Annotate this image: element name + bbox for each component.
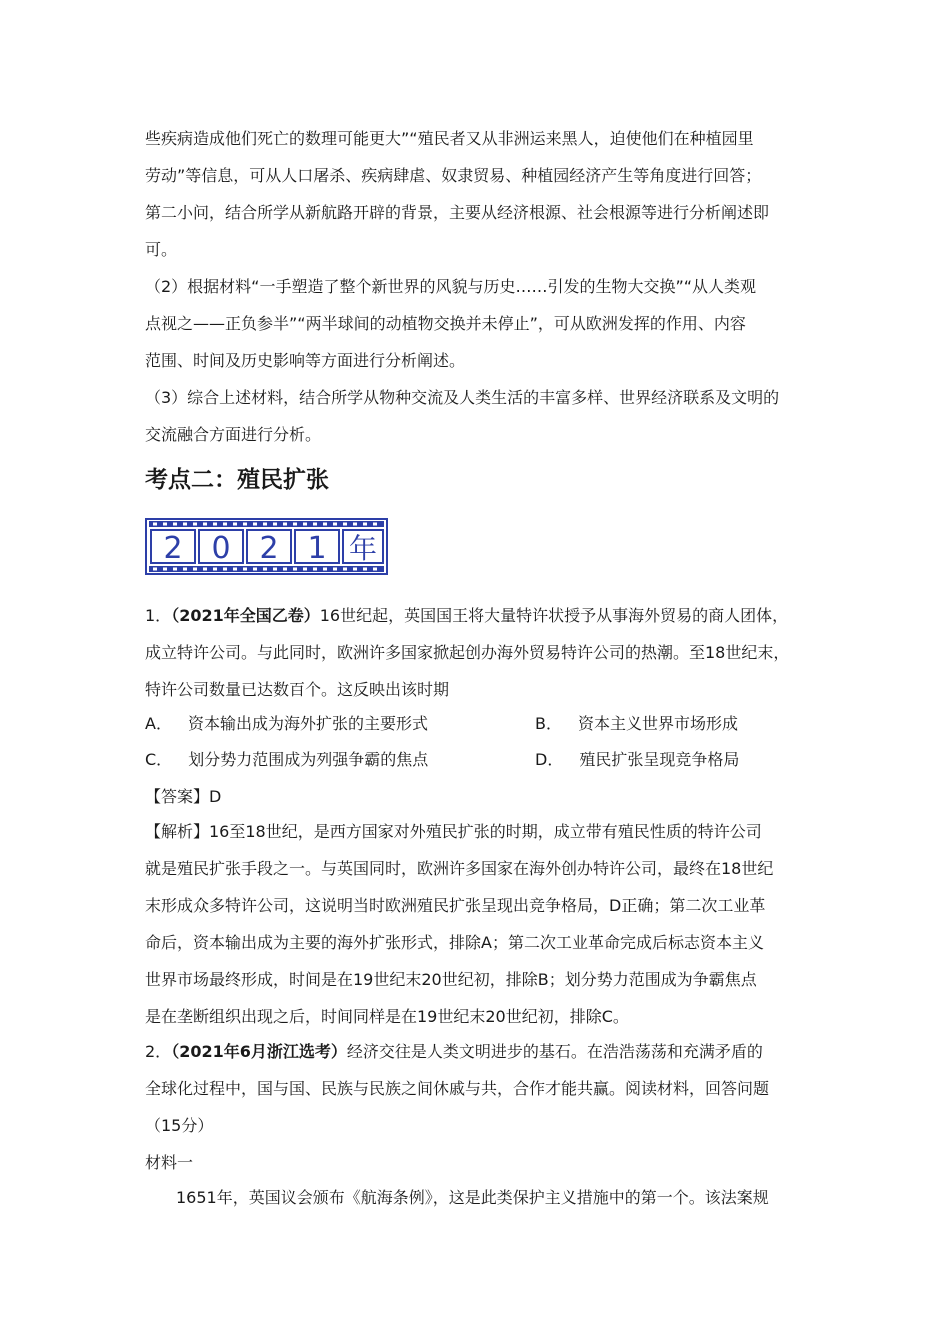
question-text: 16世纪起，英国国王将大量特许状授予从事海外贸易的商人团体， — [319, 606, 789, 625]
intro-line: 点视之——正负参半”“两半球间的动植物交换并未停止”，可从欧洲发挥的作用、内容 — [145, 314, 746, 333]
year-banner — [145, 518, 388, 575]
question-number: 1． — [145, 606, 172, 625]
analysis-line: 世界市场最终形成，时间是在19世纪末20世纪初，排除B；划分势力范围成为争霸焦点 — [145, 970, 757, 989]
question-text: 全球化过程中，国与国、民族与民族之间休戚与共，合作才能共赢。阅读材料，回答问题 — [145, 1079, 770, 1098]
material-title: 材料一 — [145, 1153, 194, 1172]
option-text: 资本主义世界市场形成 — [577, 714, 738, 733]
year-digit: 2 — [259, 531, 279, 566]
option-a — [145, 712, 428, 736]
analysis-line: 命后，资本输出成为主要的海外扩张形式，排除A；第二次工业革命完成后标志资本主义 — [145, 933, 764, 952]
option-text: 资本输出成为海外扩张的主要形式 — [187, 714, 428, 733]
intro-line: （2）根据材料“一手塑造了整个新世界的风貌与历史……引发的生物大交换”“从人类观 — [145, 277, 757, 296]
section-heading: 考点二：殖民扩张 — [145, 467, 329, 493]
year-digit: 1 — [307, 531, 327, 566]
analysis-line: 就是殖民扩张手段之一。与英国同时，欧洲许多国家在海外创办特许公司，最终在18世纪 — [145, 859, 774, 878]
question-1-stem — [145, 604, 788, 628]
year-suffix: 年 — [348, 532, 378, 565]
option-d — [535, 748, 739, 772]
intro-line: 可。 — [145, 240, 178, 259]
option-text: 划分势力范围成为列强争霸的焦点 — [188, 750, 429, 769]
question-number: 2． — [145, 1042, 172, 1061]
option-letter: D． — [535, 750, 564, 769]
question-text: 经济交往是人类文明进步的基石。在浩浩荡荡和充满矛盾的 — [346, 1042, 763, 1061]
intro-line: （3）综合上述材料，结合所学从物种交流及人类生活的丰富多样、世界经济联系及文明的 — [145, 388, 780, 407]
option-b — [535, 712, 738, 736]
analysis-line: 【解析】16至18世纪，是西方国家对外殖民扩张的时期，成立带有殖民性质的特许公司 — [145, 822, 762, 841]
year-digit: 2 — [163, 531, 183, 566]
intro-line: 交流融合方面进行分析。 — [145, 425, 322, 444]
question-2-stem — [145, 1040, 763, 1064]
intro-line: 范围、时间及历史影响等方面进行分析阐述。 — [145, 351, 466, 370]
material-text: 1651年，英国议会颁布《航海条例》，这是此类保护主义措施中的第一个。该法案规 — [176, 1188, 769, 1207]
option-letter: A． — [145, 714, 172, 733]
question-source: （2021年6月浙江选考） — [171, 1042, 347, 1061]
option-text: 殖民扩张呈现竞争格局 — [579, 750, 740, 769]
answer: 【答案】D — [145, 787, 222, 806]
option-letter: C． — [145, 750, 173, 769]
intro-line: 些疾病造成他们死亡的数理可能更大”“殖民者又从非洲运来黑人，迫使他们在种植园里 — [145, 129, 754, 148]
option-letter: B． — [535, 714, 562, 733]
question-source: （2021年全国乙卷） — [171, 606, 320, 625]
intro-line: 劳动”等信息，可从人口屠杀、疾病肆虐、奴隶贸易、种植园经济产生等角度进行回答； — [145, 166, 762, 185]
question-text: 成立特许公司。与此同时，欧洲许多国家掀起创办海外贸易特许公司的热潮。至18世纪末， — [145, 643, 790, 662]
question-text: 特许公司数量已达数百个。这反映出该时期 — [145, 680, 450, 699]
year-digit: 0 — [211, 531, 231, 566]
analysis-line: 末形成众多特许公司，这说明当时欧洲殖民扩张呈现出竞争格局，D正确；第二次工业革 — [145, 896, 766, 915]
intro-line: 第二小问，结合所学从新航路开辟的背景，主要从经济根源、社会根源等进行分析阐述即 — [145, 203, 770, 222]
option-c — [145, 748, 428, 772]
question-text: （15分） — [145, 1116, 214, 1135]
analysis-line: 是在垄断组织出现之后，时间同样是在19世纪末20世纪初，排除C。 — [145, 1007, 629, 1026]
